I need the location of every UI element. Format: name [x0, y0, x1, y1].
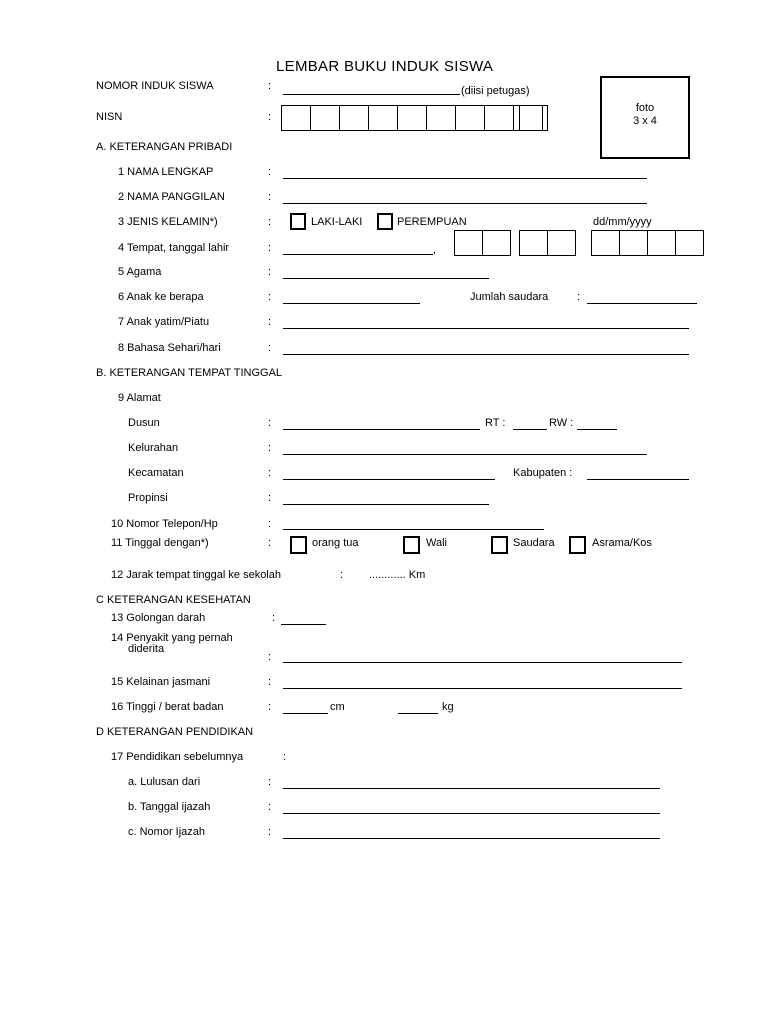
field-label: diderita — [128, 643, 165, 655]
orang-tua-checkbox[interactable] — [290, 536, 307, 554]
colon: : — [268, 651, 272, 663]
field-label: Kabupaten : — [513, 467, 573, 479]
nomor-induk-note: (diisi petugas) — [461, 85, 530, 97]
colon: : — [268, 291, 272, 303]
wali-checkbox[interactable] — [403, 536, 420, 554]
colon: : — [577, 291, 581, 303]
field-label: 5 Agama — [118, 266, 162, 278]
nisn-digit-box[interactable] — [368, 105, 398, 131]
option-label: Asrama/Kos — [592, 537, 652, 549]
nomor-induk-label: NOMOR INDUK SISWA — [96, 80, 214, 92]
field-label: a. Lulusan dari — [128, 776, 201, 788]
colon: : — [268, 111, 272, 123]
colon: : — [268, 442, 272, 454]
field-label: 7 Anak yatim/Piatu — [118, 316, 210, 328]
section-c-title: C KETERANGAN KESEHATAN — [96, 594, 251, 606]
bahasa-field[interactable] — [283, 354, 689, 355]
colon: : — [340, 569, 344, 581]
rw-field[interactable] — [577, 429, 617, 430]
page-title: LEMBAR BUKU INDUK SISWA — [276, 58, 494, 75]
field-label: 17 Pendidikan sebelumnya — [111, 751, 244, 763]
date-format-label: dd/mm/yyyy — [593, 216, 652, 228]
colon: : — [268, 676, 272, 688]
date-digit-box[interactable] — [591, 230, 620, 256]
kecamatan-field[interactable] — [283, 479, 495, 480]
lulusan-field[interactable] — [283, 788, 660, 789]
field-label: Jumlah saudara — [470, 291, 549, 303]
jarak-field[interactable]: ............ Km — [369, 569, 426, 581]
section-a-title: A. KETERANGAN PRIBADI — [96, 141, 233, 153]
yatim-piatu-field[interactable] — [283, 328, 689, 329]
section-d-title: D KETERANGAN PENDIDIKAN — [96, 726, 254, 738]
colon: : — [268, 342, 272, 354]
field-label: Propinsi — [128, 492, 168, 504]
asrama-kos-checkbox[interactable] — [569, 536, 586, 554]
jumlah-saudara-field[interactable] — [587, 303, 697, 304]
field-label: Kelurahan — [128, 442, 179, 454]
nisn-label: NISN — [96, 111, 123, 123]
field-label: 10 Nomor Telepon/Hp — [111, 518, 218, 530]
colon: : — [268, 776, 272, 788]
colon: : — [268, 701, 272, 713]
date-digit-box[interactable] — [454, 230, 483, 256]
section-b-title: B. KETERANGAN TEMPAT TINGGAL — [96, 367, 283, 379]
saudara-checkbox[interactable] — [491, 536, 508, 554]
field-label: Dusun — [128, 417, 160, 429]
nisn-digit-box[interactable] — [310, 105, 340, 131]
colon: : — [272, 612, 276, 624]
kabupaten-field[interactable] — [587, 479, 689, 480]
nama-panggilan-field[interactable] — [283, 203, 647, 204]
nisn-digit-box[interactable] — [484, 105, 514, 131]
kelurahan-field[interactable] — [283, 454, 647, 455]
telepon-field[interactable] — [283, 529, 544, 530]
colon: : — [268, 216, 272, 228]
field-label: 14 Penyakit yang pernah — [111, 632, 233, 644]
dusun-field[interactable] — [283, 429, 480, 430]
date-digit-box[interactable] — [547, 230, 576, 256]
option-label: Saudara — [513, 537, 555, 549]
berat-field[interactable] — [398, 713, 438, 714]
field-label: c. Nomor Ijazah — [128, 826, 206, 838]
colon: : — [268, 80, 272, 92]
colon: : — [268, 801, 272, 813]
colon: : — [268, 417, 272, 429]
field-label: 13 Golongan darah — [111, 612, 206, 624]
field-label: RW : — [549, 417, 574, 429]
field-label: 4 Tempat, tanggal lahir — [118, 242, 230, 254]
photo-size: 3 x 4 — [633, 115, 657, 127]
field-label: 2 NAMA PANGGILAN — [118, 191, 225, 203]
perempuan-checkbox[interactable] — [377, 213, 393, 230]
tanggal-ijazah-field[interactable] — [283, 813, 660, 814]
colon: : — [268, 316, 272, 328]
colon: : — [268, 492, 272, 504]
field-label: RT : — [485, 417, 506, 429]
field-label: 6 Anak ke berapa — [118, 291, 204, 303]
nisn-digit-box[interactable] — [455, 105, 485, 131]
field-label: 1 NAMA LENGKAP — [118, 166, 214, 178]
golongan-darah-field[interactable] — [281, 624, 326, 625]
field-label: 15 Kelainan jasmani — [111, 676, 211, 688]
nisn-digit-box[interactable] — [519, 105, 548, 131]
date-digit-box[interactable] — [647, 230, 676, 256]
colon: : — [283, 751, 287, 763]
nisn-digit-box[interactable] — [426, 105, 456, 131]
agama-field[interactable] — [283, 278, 489, 279]
laki-laki-checkbox[interactable] — [290, 213, 306, 230]
kelainan-field[interactable] — [283, 688, 682, 689]
rt-field[interactable] — [513, 429, 547, 430]
field-label: b. Tanggal ijazah — [128, 801, 211, 813]
photo-label: foto — [635, 102, 655, 114]
colon: : — [268, 467, 272, 479]
colon: : — [268, 518, 272, 530]
nisn-digit-box[interactable] — [397, 105, 427, 131]
nisn-digit-box[interactable] — [339, 105, 369, 131]
field-label: 8 Bahasa Sehari/hari — [118, 342, 221, 354]
propinsi-field[interactable] — [283, 504, 489, 505]
date-digit-box[interactable] — [519, 230, 548, 256]
comma: , — [433, 244, 437, 256]
colon: : — [268, 537, 272, 549]
option-label: PEREMPUAN — [397, 216, 467, 228]
photo-box — [600, 76, 690, 159]
date-digit-box[interactable] — [675, 230, 704, 256]
colon: : — [268, 242, 272, 254]
anak-ke-field[interactable] — [283, 303, 420, 304]
nomor-ijazah-field[interactable] — [283, 838, 660, 839]
tinggi-field[interactable] — [283, 713, 328, 714]
option-label: orang tua — [312, 537, 359, 549]
field-label: 11 Tinggal dengan*) — [111, 537, 209, 549]
field-label: Kecamatan — [128, 467, 184, 479]
penyakit-field[interactable] — [283, 662, 682, 663]
date-digit-box[interactable] — [482, 230, 511, 256]
field-label: 12 Jarak tempat tinggal ke sekolah — [111, 569, 281, 581]
option-label: Wali — [426, 537, 447, 549]
unit-label: cm — [330, 701, 345, 713]
field-label: 9 Alamat — [118, 392, 161, 404]
field-label: 16 Tinggi / berat badan — [111, 701, 224, 713]
date-digit-box[interactable] — [619, 230, 648, 256]
tempat-lahir-field[interactable] — [283, 254, 433, 255]
unit-label: kg — [442, 701, 454, 713]
field-label: 3 JENIS KELAMIN*) — [118, 216, 218, 228]
option-label: LAKI-LAKI — [311, 216, 363, 228]
colon: : — [268, 266, 272, 278]
nisn-digit-box[interactable] — [281, 105, 311, 131]
colon: : — [268, 826, 272, 838]
nomor-induk-field[interactable] — [283, 94, 460, 95]
nama-lengkap-field[interactable] — [283, 178, 647, 179]
colon: : — [268, 166, 272, 178]
colon: : — [268, 191, 272, 203]
